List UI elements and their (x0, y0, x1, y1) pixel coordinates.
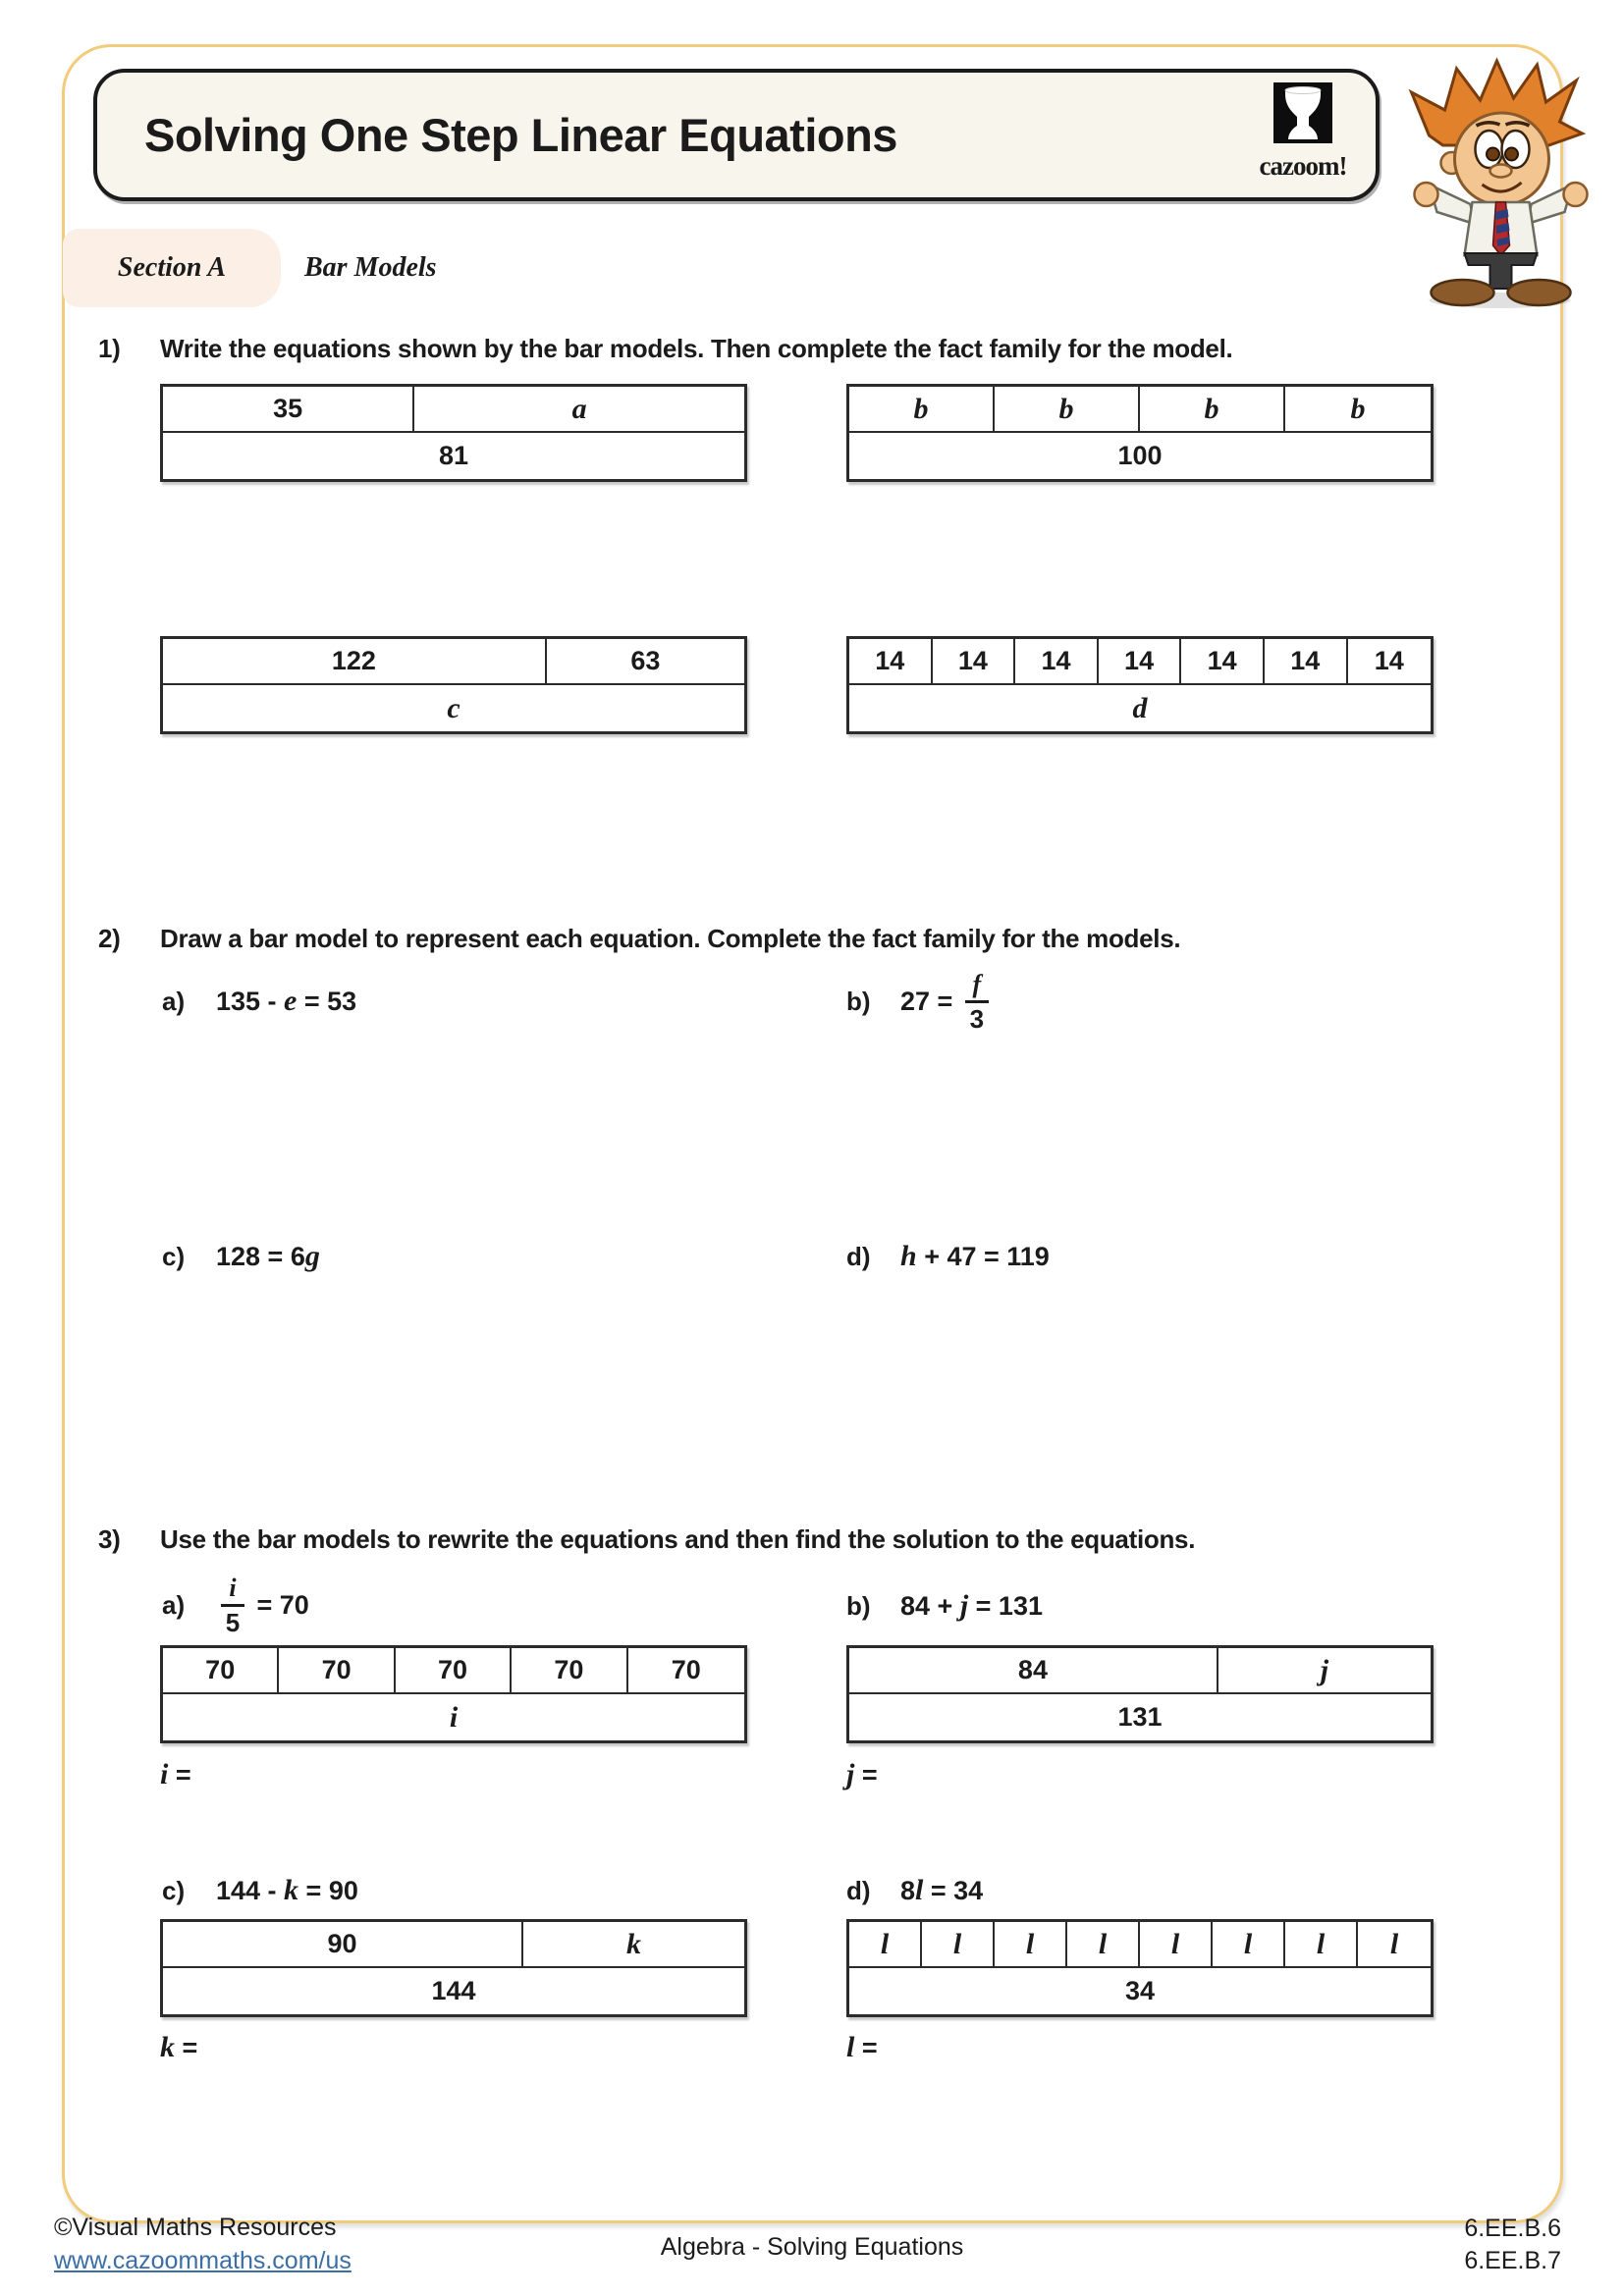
bar-cell: b (1350, 392, 1366, 425)
question-text: Use the bar models to rewrite the equations and then find the solution to the equations. (160, 1523, 1196, 1554)
part-label: d) (846, 1241, 871, 1271)
answer-label (160, 2031, 197, 2064)
question-2-header (98, 921, 1473, 956)
bar-cell: l (1285, 1922, 1358, 1966)
bar-cell-total: 34 (1124, 1976, 1156, 2005)
fraction: $\frac{i}{5}$ (221, 1575, 244, 1635)
bar-cell: l (995, 1922, 1067, 1966)
equation-text: = (168, 1759, 191, 1789)
equation-variable: i (160, 1758, 169, 1790)
bar-cell-total: 81 (438, 441, 469, 470)
bar-model-q1b (846, 384, 1434, 482)
equation-variable: j (959, 1589, 969, 1622)
bar-model-q3c (160, 1919, 747, 2017)
bar-cell: 14 (933, 639, 1016, 683)
bar-cell-total: i (449, 1700, 459, 1734)
equation (216, 985, 356, 1018)
bar-model-q3d (846, 1919, 1434, 2017)
bar-cell-total: 144 (431, 1976, 476, 2005)
bar-cell: 70 (396, 1648, 512, 1692)
equation-text: 8 (900, 1875, 916, 1905)
bar-model-q3a (160, 1645, 747, 1743)
equation (216, 1240, 320, 1273)
equation (900, 969, 994, 1034)
section-label: Section A (117, 252, 227, 283)
answer-line-l (846, 2030, 878, 2065)
equation-text: 144 - (216, 1875, 285, 1905)
section-badge (63, 229, 281, 307)
bar-cell: 70 (279, 1648, 395, 1692)
answer-label (846, 1758, 878, 1791)
part-label: a) (162, 986, 186, 1016)
bar-cell-total: 131 (1117, 1702, 1163, 1732)
fraction: $\frac{f}{3}$ (965, 972, 989, 1032)
equation-text: 27 = (900, 986, 960, 1016)
bar-cell: 14 (1015, 639, 1099, 683)
equation-variable: k (284, 1874, 299, 1906)
mascot-shoe (1508, 280, 1571, 305)
equation (900, 1240, 1050, 1273)
equation-text: = 53 (297, 986, 357, 1016)
bar-cell: l (1140, 1922, 1213, 1966)
bar-cell: 70 (163, 1648, 279, 1692)
question-3-header (98, 1522, 1473, 1557)
bar-cell: a (571, 392, 587, 425)
bar-model-q1a (160, 384, 747, 482)
question-number: 1) (98, 333, 121, 363)
equation-text: = (854, 1759, 878, 1789)
bar-cell: 70 (512, 1648, 627, 1692)
part-label: a) (162, 1589, 186, 1620)
footer-category: Algebra - Solving Equations (660, 2232, 964, 2261)
part-label: b) (846, 986, 871, 1016)
question-text: Write the equations shown by the bar models. Then complete the fact family for the model. (160, 333, 1233, 363)
equation-variable: e (284, 985, 298, 1017)
equation-variable: l (846, 2031, 855, 2063)
bar-model-q1c (160, 636, 747, 734)
bar-cell: l (1067, 1922, 1140, 1966)
question-text: Draw a bar model to represent each equation. Complete the fact family for the models. (160, 923, 1181, 953)
bar-cell: l (1213, 1922, 1285, 1966)
mascot-shoe (1432, 280, 1494, 305)
answer-line-k (160, 2030, 197, 2065)
question-1-header (98, 331, 1473, 366)
bar-cell: l (1389, 1927, 1399, 1960)
equation-text: 84 + (900, 1590, 960, 1621)
equation-text: = 70 (249, 1589, 309, 1620)
bar-cell: l (849, 1922, 922, 1966)
cazoom-logo (1229, 82, 1377, 198)
equation-text: + 47 = 119 (916, 1241, 1050, 1271)
bar-cell: b (995, 387, 1140, 431)
question-number: 3) (98, 1523, 121, 1554)
standard-code: 6.EE.B.6 (1464, 2215, 1561, 2242)
standards-codes (1464, 2213, 1561, 2277)
answer-line-i (160, 1757, 191, 1792)
bar-cell: l (922, 1922, 995, 1966)
drum-icon (1272, 82, 1334, 153)
bar-cell: 14 (1374, 646, 1404, 675)
equation-q2b (846, 965, 994, 1038)
bar-cell: 63 (630, 646, 661, 675)
bar-model-q3b (846, 1645, 1434, 1743)
bar-cell-total: d (1132, 691, 1148, 724)
part-label: c) (162, 1875, 186, 1905)
answer-line-j (846, 1757, 878, 1792)
bar-cell: j (1320, 1653, 1329, 1686)
bar-cell-total: 100 (1117, 441, 1163, 470)
equation-variable: j (846, 1758, 855, 1790)
part-label: b) (846, 1590, 871, 1621)
answer-label (846, 2031, 878, 2064)
bar-cell-total: c (447, 691, 460, 724)
equation-q3a (162, 1569, 309, 1641)
equation-q2a (162, 984, 356, 1019)
part-label: d) (846, 1875, 871, 1905)
bar-cell: 90 (163, 1922, 523, 1966)
equation-variable: g (304, 1240, 320, 1272)
equation-q3d (846, 1873, 983, 1908)
bar-cell: 35 (163, 387, 414, 431)
part-label: c) (162, 1241, 186, 1271)
equation-text: 135 - (216, 986, 285, 1016)
equation-text: 128 = 6 (216, 1241, 305, 1271)
equation-variable: k (160, 2031, 175, 2063)
website-link[interactable]: www.cazoommaths.com/us (54, 2246, 352, 2274)
equation-text: = (854, 2032, 878, 2062)
bar-cell: 70 (671, 1655, 701, 1684)
equation-text: = 90 (298, 1875, 358, 1905)
bar-cell: b (1140, 387, 1285, 431)
title-box (93, 69, 1380, 201)
bar-cell: k (626, 1927, 641, 1960)
page-title: Solving One Step Linear Equations (144, 109, 897, 161)
equation-variable: l (915, 1874, 924, 1906)
equation (216, 1575, 309, 1635)
answer-label (160, 1758, 191, 1791)
equation (900, 1874, 983, 1907)
section-name: Bar Models (304, 252, 437, 283)
equation-text: = 131 (968, 1590, 1043, 1621)
equation-variable: h (900, 1240, 917, 1272)
bar-cell: 14 (1265, 639, 1348, 683)
copyright: ©Visual Maths Resources (54, 2213, 337, 2241)
equation-q2d (846, 1239, 1050, 1274)
mascot-character (1399, 57, 1600, 312)
bar-cell: 14 (849, 639, 933, 683)
bar-model-q1d (846, 636, 1434, 734)
bar-cell: 84 (849, 1648, 1218, 1692)
bar-cell: 14 (1181, 639, 1265, 683)
standard-code: 6.EE.B.7 (1464, 2247, 1561, 2274)
equation-text: = 34 (923, 1875, 984, 1905)
equation (216, 1874, 358, 1907)
bar-cell: b (849, 387, 995, 431)
equation (900, 1589, 1043, 1623)
bar-cell: 122 (163, 639, 547, 683)
equation-q2c (162, 1239, 320, 1274)
question-number: 2) (98, 923, 121, 953)
equation-q3b (846, 1588, 1043, 1624)
logo-text: cazoom! (1259, 151, 1347, 181)
bar-cell: 14 (1099, 639, 1182, 683)
equation-text: = (175, 2032, 198, 2062)
equation-q3c (162, 1873, 358, 1908)
